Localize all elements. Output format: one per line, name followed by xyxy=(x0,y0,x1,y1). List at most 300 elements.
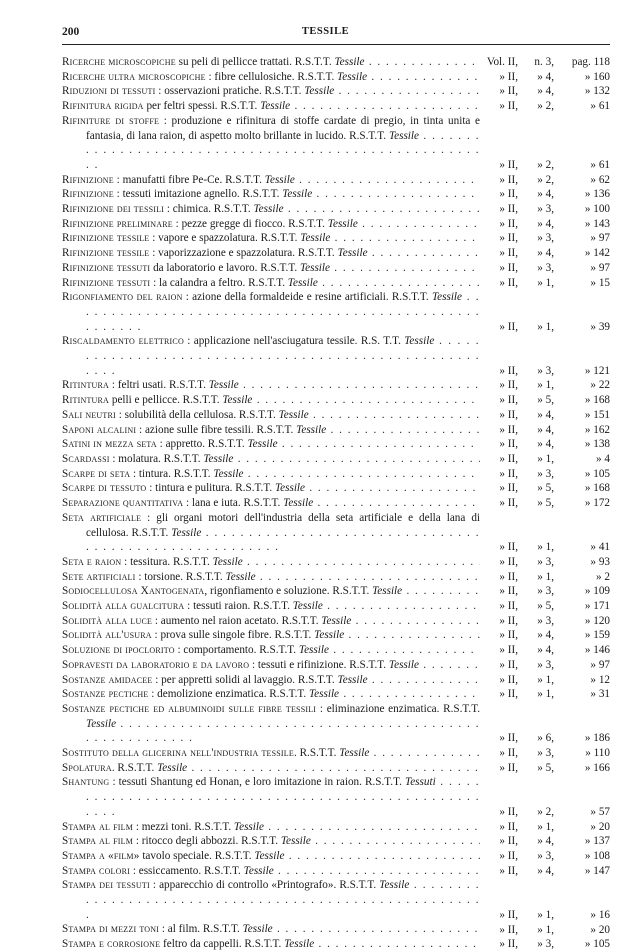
entry-reference xyxy=(480,908,610,923)
entry-page: » 151 xyxy=(584,408,610,421)
entry-volume: » II, xyxy=(499,600,518,613)
entry-text xyxy=(62,187,480,202)
entry-separator: : xyxy=(183,497,192,510)
entry-heading: Rifinizione tessuti xyxy=(62,261,151,274)
index-entry xyxy=(62,114,610,173)
entry-page: » 12 xyxy=(590,673,610,686)
index-entry xyxy=(62,276,610,291)
entry-heading: Rifinitura rigida xyxy=(62,100,144,113)
entry-source: Tessile xyxy=(282,188,313,201)
entry-line: tessitura. R.S.T.T. xyxy=(130,555,210,568)
entry-text xyxy=(62,702,480,746)
entry-heading: Spolatura xyxy=(62,761,112,774)
entry-page: » 62 xyxy=(590,173,610,186)
index-entry xyxy=(62,834,610,849)
entry-volume: » II, xyxy=(499,732,518,745)
entry-issue: » 5, xyxy=(537,497,554,510)
entry-issue: » 5, xyxy=(537,394,554,407)
entry-issue: » 3, xyxy=(537,747,554,760)
entry-source: Tessile xyxy=(300,232,331,245)
entry-page: » 142 xyxy=(584,247,610,260)
entry-volume: » II, xyxy=(499,158,518,171)
entry-heading: Stampa al film xyxy=(62,835,134,848)
entry-text xyxy=(62,555,480,570)
entry-heading: Riduzioni di tessuti xyxy=(62,85,156,98)
entry-reference xyxy=(480,805,610,820)
entry-source: Tessile xyxy=(278,408,309,421)
entry-heading: Scarpe di tessuto xyxy=(62,482,147,495)
entry-issue: » 6, xyxy=(537,732,554,745)
entry-page: » 2 xyxy=(596,570,610,583)
entry-volume: » II, xyxy=(499,747,518,760)
entry-line: molatura. R.S.T.T. xyxy=(118,452,201,465)
entry-page: » 172 xyxy=(584,497,610,510)
entry-volume: » II, xyxy=(499,173,518,186)
entry-separator: : xyxy=(184,600,194,613)
entry-issue: » 3, xyxy=(537,938,554,951)
entry-text xyxy=(62,393,480,408)
index-entry xyxy=(62,70,610,85)
entry-text xyxy=(62,820,480,835)
entry-issue: » 4, xyxy=(537,247,554,260)
entry-issue: » 3, xyxy=(537,467,554,480)
entry-volume: » II, xyxy=(499,85,518,98)
entry-page: » 160 xyxy=(584,70,610,83)
entry-issue: » 1, xyxy=(537,276,554,289)
entry-text xyxy=(62,408,480,423)
entry-text xyxy=(62,290,480,334)
entry-volume: » II, xyxy=(499,644,518,657)
entry-heading: Sostanze amidacee xyxy=(62,673,153,686)
entry-text xyxy=(62,511,480,555)
entry-source: Tessile xyxy=(372,585,403,598)
entry-issue: » 2, xyxy=(537,805,554,818)
entry-reference xyxy=(480,761,610,776)
entry-volume: » II, xyxy=(499,438,518,451)
entry-reference xyxy=(480,687,610,702)
entry-reference xyxy=(480,423,610,438)
index-entry xyxy=(62,55,610,70)
entry-separator: : xyxy=(151,629,161,642)
entry-issue: » 3, xyxy=(537,849,554,862)
entry-heading: Stampa di mezzi toni xyxy=(62,923,160,936)
entry-line: chimica. R.S.T.T. xyxy=(172,203,251,216)
entry-text xyxy=(62,276,480,291)
entry-source: Tessile xyxy=(321,614,352,627)
entry-line: pezze gregge di fiocco. R.S.T.T. xyxy=(181,217,325,230)
entry-issue: » 3, xyxy=(537,261,554,274)
entry-issue: » 5, xyxy=(537,600,554,613)
entry-reference xyxy=(480,658,610,673)
entry-separator: : xyxy=(133,835,142,848)
entry-reference xyxy=(480,496,610,511)
entry-issue: » 2, xyxy=(537,173,554,186)
entry-issue: » 4, xyxy=(537,644,554,657)
entry-reference xyxy=(480,187,610,202)
entry-volume: » II, xyxy=(499,100,518,113)
entry-separator: . xyxy=(111,761,118,774)
index-entry xyxy=(62,217,610,232)
entry-text xyxy=(62,570,480,585)
entry-page: » 109 xyxy=(584,585,610,598)
entry-heading: Stampa dei tessuti xyxy=(62,879,150,892)
entry-issue: n. 3, xyxy=(534,56,554,69)
entry-heading: Shantung xyxy=(62,776,110,789)
entry-source: Tessile xyxy=(388,129,419,142)
entry-text xyxy=(62,246,480,261)
entry-reference xyxy=(480,540,610,555)
entry-page: » 105 xyxy=(584,467,610,480)
entry-text xyxy=(62,261,480,276)
entry-source: Tessile xyxy=(299,261,330,274)
entry-text xyxy=(62,467,480,482)
entry-reference xyxy=(480,202,610,217)
entry-page: » 138 xyxy=(584,438,610,451)
entry-line: appretto. R.S.T.T. xyxy=(165,438,245,451)
index-entry xyxy=(62,614,610,629)
entry-source: Tessile xyxy=(339,747,370,760)
index-entry xyxy=(62,334,610,378)
entry-text xyxy=(62,746,480,761)
entry-text xyxy=(62,84,480,99)
entry-volume: » II, xyxy=(499,849,518,862)
entry-text xyxy=(62,496,480,511)
entry-volume: » II, xyxy=(499,379,518,392)
entry-text xyxy=(62,658,480,673)
entry-page: » 15 xyxy=(590,276,610,289)
entry-separator: : xyxy=(135,570,145,583)
entry-source: Tessile xyxy=(296,423,327,436)
entry-heading: Scarpe di seta xyxy=(62,467,131,480)
entry-page: » 121 xyxy=(584,364,610,377)
entry-line: tessuti raion. R.S.T.T. xyxy=(193,600,290,613)
entry-volume: » II, xyxy=(499,408,518,421)
entry-text xyxy=(62,834,480,849)
entry-volume: » II, xyxy=(499,497,518,510)
entry-line: lana e iuta. R.S.T.T. xyxy=(191,497,281,510)
entry-volume: » II, xyxy=(499,923,518,936)
index-entry xyxy=(62,687,610,702)
entry-line: rigonfiamento e soluzione. R.S.T.T. xyxy=(209,585,370,598)
entry-reference xyxy=(480,173,610,188)
index-entry xyxy=(62,746,610,761)
entry-issue: » 4, xyxy=(537,438,554,451)
entry-line: in tinta unita e fantasia, di lana raion, di aspetto molto brillante xyxy=(86,114,481,142)
entry-line: in lucido. R.S.T.T. xyxy=(303,129,387,142)
entry-reference xyxy=(480,628,610,643)
entry-page: » 159 xyxy=(584,629,610,642)
entry-separator: : xyxy=(130,864,139,877)
entry-heading: Solidità alla luce xyxy=(62,614,153,627)
entry-volume: » II, xyxy=(499,364,518,377)
entry-heading: Sali neutri xyxy=(62,408,116,421)
entry-line: produzione e rifinitura di stoffe cardate di pregio, xyxy=(171,114,406,127)
entry-separator: : xyxy=(172,217,182,230)
entry-issue: » 1, xyxy=(537,673,554,686)
entry-line: tessuti e rifinizione. R.S.T.T. xyxy=(257,658,387,671)
entry-reference xyxy=(480,555,610,570)
entry-separator: : xyxy=(149,879,160,892)
entry-separator: : xyxy=(152,614,161,627)
index-entry xyxy=(62,673,610,688)
index-entry xyxy=(62,864,610,879)
entry-issue: » 4, xyxy=(537,217,554,230)
entry-issue: » 1, xyxy=(537,379,554,392)
entry-issue: » 4, xyxy=(537,835,554,848)
index-entry xyxy=(62,246,610,261)
index-entry xyxy=(62,511,610,555)
entry-page: » 132 xyxy=(584,85,610,98)
entry-line: feltro da cappelli. R.S.T.T. xyxy=(163,938,282,951)
index-entry xyxy=(62,452,610,467)
entry-issue: » 4, xyxy=(537,629,554,642)
entry-line: R.S.T.T. xyxy=(391,291,429,304)
entry-page: » 105 xyxy=(584,938,610,951)
entry-text xyxy=(62,334,480,378)
entry-volume: » II, xyxy=(499,835,518,848)
entry-line: azione della formaldeide e resine artificiali. xyxy=(192,291,389,304)
index-entry xyxy=(62,423,610,438)
entry-text xyxy=(62,643,480,658)
index-entry xyxy=(62,173,610,188)
entry-separator: : xyxy=(316,702,327,715)
index-entry xyxy=(62,393,610,408)
entry-volume: » II, xyxy=(499,482,518,495)
index-entries xyxy=(62,55,610,952)
entry-separator: : xyxy=(109,776,119,789)
entry-volume: » II, xyxy=(499,673,518,686)
entry-line: per appretti solidi al lavaggio. R.S.T.T. xyxy=(161,673,335,686)
entry-page: » 143 xyxy=(584,217,610,230)
entry-volume: » II, xyxy=(499,453,518,465)
entry-volume: » II, xyxy=(499,555,518,568)
entry-separator: : xyxy=(109,379,118,392)
entry-issue: » 3, xyxy=(537,658,554,671)
entry-reference xyxy=(480,467,610,482)
entry-page: » 22 xyxy=(590,379,610,392)
entry-heading: Solidità alla gualcitura xyxy=(62,600,185,613)
entry-issue: » 1, xyxy=(537,820,554,833)
entry-reference xyxy=(480,320,610,335)
entry-reference xyxy=(480,923,610,938)
entry-heading: Ricerche ultra microscopiche xyxy=(62,70,206,83)
entry-text xyxy=(62,673,480,688)
index-entry xyxy=(62,555,610,570)
index-entry xyxy=(62,84,610,99)
entry-line: azione sulle fibre tessili. R.S.T.T. xyxy=(144,423,294,436)
index-entry xyxy=(62,261,610,276)
entry-volume: » II, xyxy=(499,394,518,407)
entry-volume: » II, xyxy=(499,614,518,627)
entry-line: aumento nel raion acetato. R.S.T.T. xyxy=(160,614,319,627)
index-entry xyxy=(62,643,610,658)
entry-separator: : xyxy=(155,85,165,98)
entry-text xyxy=(62,775,480,819)
entry-text xyxy=(62,202,480,217)
entry-page: » 97 xyxy=(590,658,610,671)
entry-separator: : xyxy=(159,923,168,936)
entry-text xyxy=(62,599,480,614)
entry-line: tintura. R.S.T.T. xyxy=(138,467,211,480)
entry-volume: » II, xyxy=(499,658,518,671)
index-entry xyxy=(62,599,610,614)
entry-heading: Stampa e corrosione xyxy=(62,938,161,951)
entry-reference xyxy=(480,452,610,467)
entry-volume: » II, xyxy=(499,217,518,230)
index-entry xyxy=(62,761,610,776)
entry-text xyxy=(62,584,480,599)
entry-heading: Ritintura xyxy=(62,394,110,407)
entry-issue: » 3, xyxy=(537,364,554,377)
entry-line: R.S.T.T. xyxy=(365,776,402,789)
entry-line: tintura e pulitura. R.S.T.T. xyxy=(155,482,273,495)
entry-text xyxy=(62,217,480,232)
entry-separator: . xyxy=(293,747,300,760)
page-header xyxy=(62,26,589,42)
entry-source: Tessile xyxy=(404,335,435,348)
entry-issue: » 4, xyxy=(537,423,554,436)
entry-text xyxy=(62,173,480,188)
entry-page: » 20 xyxy=(590,820,610,833)
entry-separator: : xyxy=(152,673,162,686)
entry-source: Tessile xyxy=(247,438,278,451)
entry-line: vapore e spazzolatura. R.S.T.T. xyxy=(158,232,298,245)
entry-heading: Sopravesti da laboratorio e da lavoro xyxy=(62,658,250,671)
entry-line: apparecchio di controllo «Printografo». R.S.T.T. xyxy=(159,879,377,892)
entry-reference xyxy=(480,393,610,408)
entry-source: Tessile xyxy=(254,849,285,862)
entry-text xyxy=(62,99,480,114)
entry-source: Tessile xyxy=(337,673,368,686)
entry-reference xyxy=(480,364,610,379)
entry-page: » 168 xyxy=(584,394,610,407)
entry-page: » 168 xyxy=(584,482,610,495)
index-entry xyxy=(62,820,610,835)
entry-page: » 97 xyxy=(590,232,610,245)
entry-source: Tessile xyxy=(260,100,291,113)
entry-separator: : xyxy=(150,276,159,289)
entry-volume: » II, xyxy=(499,70,518,83)
entry-line: ritocco degli abbozzi. R.S.T.T. xyxy=(141,835,279,848)
entry-separator: : xyxy=(113,188,123,201)
entry-line: da laboratorio e lavoro. R.S.T.T. xyxy=(153,261,298,274)
entry-page: » 61 xyxy=(590,100,610,113)
entry-volume: » II, xyxy=(499,247,518,260)
index-entry xyxy=(62,202,610,217)
entry-source: Tessile xyxy=(280,835,311,848)
entry-text xyxy=(62,231,480,246)
page-title: TESSILE xyxy=(301,26,350,37)
entry-heading: Rifinizione tessile xyxy=(62,232,150,245)
entry-source: Tessile xyxy=(203,452,234,465)
entry-volume: » II, xyxy=(499,570,518,583)
entry-page: » 41 xyxy=(590,541,610,554)
entry-source: Tessile xyxy=(327,217,358,230)
entry-issue: » 4, xyxy=(537,188,554,201)
entry-text xyxy=(62,864,480,879)
entry-source: Tessile xyxy=(171,526,202,539)
entry-line: gli organi motori dell'industria della seta artificiale xyxy=(156,511,403,524)
entry-heading: Rifinizione dei tessili xyxy=(62,203,165,216)
entry-text xyxy=(62,614,480,629)
entry-line: al film. R.S.T.T. xyxy=(167,923,240,936)
entry-volume: » II, xyxy=(499,761,518,774)
entry-volume: » II, xyxy=(499,820,518,833)
entry-page: pag. 118 xyxy=(571,56,610,69)
entry-issue: » 4, xyxy=(537,864,554,877)
entry-text xyxy=(62,55,480,70)
entry-page: » 146 xyxy=(584,644,610,657)
entry-separator: : xyxy=(133,820,142,833)
entry-heading: Stampa a «film» xyxy=(62,849,140,862)
entry-line: prova sulle singole fibre. R.S.T.T. xyxy=(160,629,312,642)
entry-reference xyxy=(480,937,610,952)
entry-source: Tessile xyxy=(337,247,368,260)
entry-reference xyxy=(480,231,610,246)
entry-page: » 171 xyxy=(584,600,610,613)
entry-volume: » II, xyxy=(499,467,518,480)
entry-line: manufatti fibre Pe-Ce. R.S.T.T. xyxy=(122,173,262,186)
entry-reference xyxy=(480,408,610,423)
entry-text xyxy=(62,687,480,702)
entry-page: » 61 xyxy=(590,158,610,171)
entry-line: demolizione enzimatica. R.S.T.T. xyxy=(157,688,307,701)
entry-source: Tessile xyxy=(388,658,419,671)
entry-heading: Soluzione di ipoclorito xyxy=(62,644,175,657)
entry-issue: » 1, xyxy=(537,923,554,936)
entry-separator: : xyxy=(141,511,157,524)
entry-reference xyxy=(480,55,610,70)
entry-source: Tessile xyxy=(222,394,253,407)
entry-heading: Sete artificiali xyxy=(62,570,136,583)
index-entry xyxy=(62,481,610,496)
entry-reference xyxy=(480,746,610,761)
entry-heading: Sostanze pectiche ed albuminoidi sulle fibre tessili xyxy=(62,702,317,715)
entry-text xyxy=(62,378,480,393)
entry-separator: : xyxy=(205,70,215,83)
entry-separator: : xyxy=(115,408,125,421)
entry-separator: : xyxy=(182,291,193,304)
entry-separator: : xyxy=(109,452,119,465)
entry-source: Tessile xyxy=(253,203,284,216)
entry-reference xyxy=(480,849,610,864)
entry-line: tessuti imitazione agnello. R.S.T.T. xyxy=(122,188,280,201)
header-rule xyxy=(62,44,610,45)
entry-reference xyxy=(480,834,610,849)
entry-heading: Rifiniture di stoffe xyxy=(62,114,160,127)
entry-issue: » 4, xyxy=(537,408,554,421)
entry-reference xyxy=(480,864,610,879)
entry-page: » 147 xyxy=(584,864,610,877)
entry-text xyxy=(62,628,480,643)
entry-volume: » II, xyxy=(499,423,518,436)
index-entry xyxy=(62,467,610,482)
entry-source: Tessuti xyxy=(405,776,436,789)
entry-line: torsione. R.S.T.T. xyxy=(144,570,223,583)
entry-volume: » II, xyxy=(499,938,518,951)
entry-separator: : xyxy=(146,482,156,495)
entry-separator: : xyxy=(159,114,172,127)
index-entry xyxy=(62,99,610,114)
entry-issue: » 1, xyxy=(537,688,554,701)
entry-reference xyxy=(480,70,610,85)
entry-separator: : xyxy=(148,688,158,701)
entry-issue: » 3, xyxy=(537,614,554,627)
entry-line: su peli di pellicce trattati. R.S.T.T. xyxy=(178,56,332,68)
entry-text xyxy=(62,70,480,85)
entry-source: Tessile xyxy=(314,629,345,642)
entry-volume: » II, xyxy=(499,688,518,701)
